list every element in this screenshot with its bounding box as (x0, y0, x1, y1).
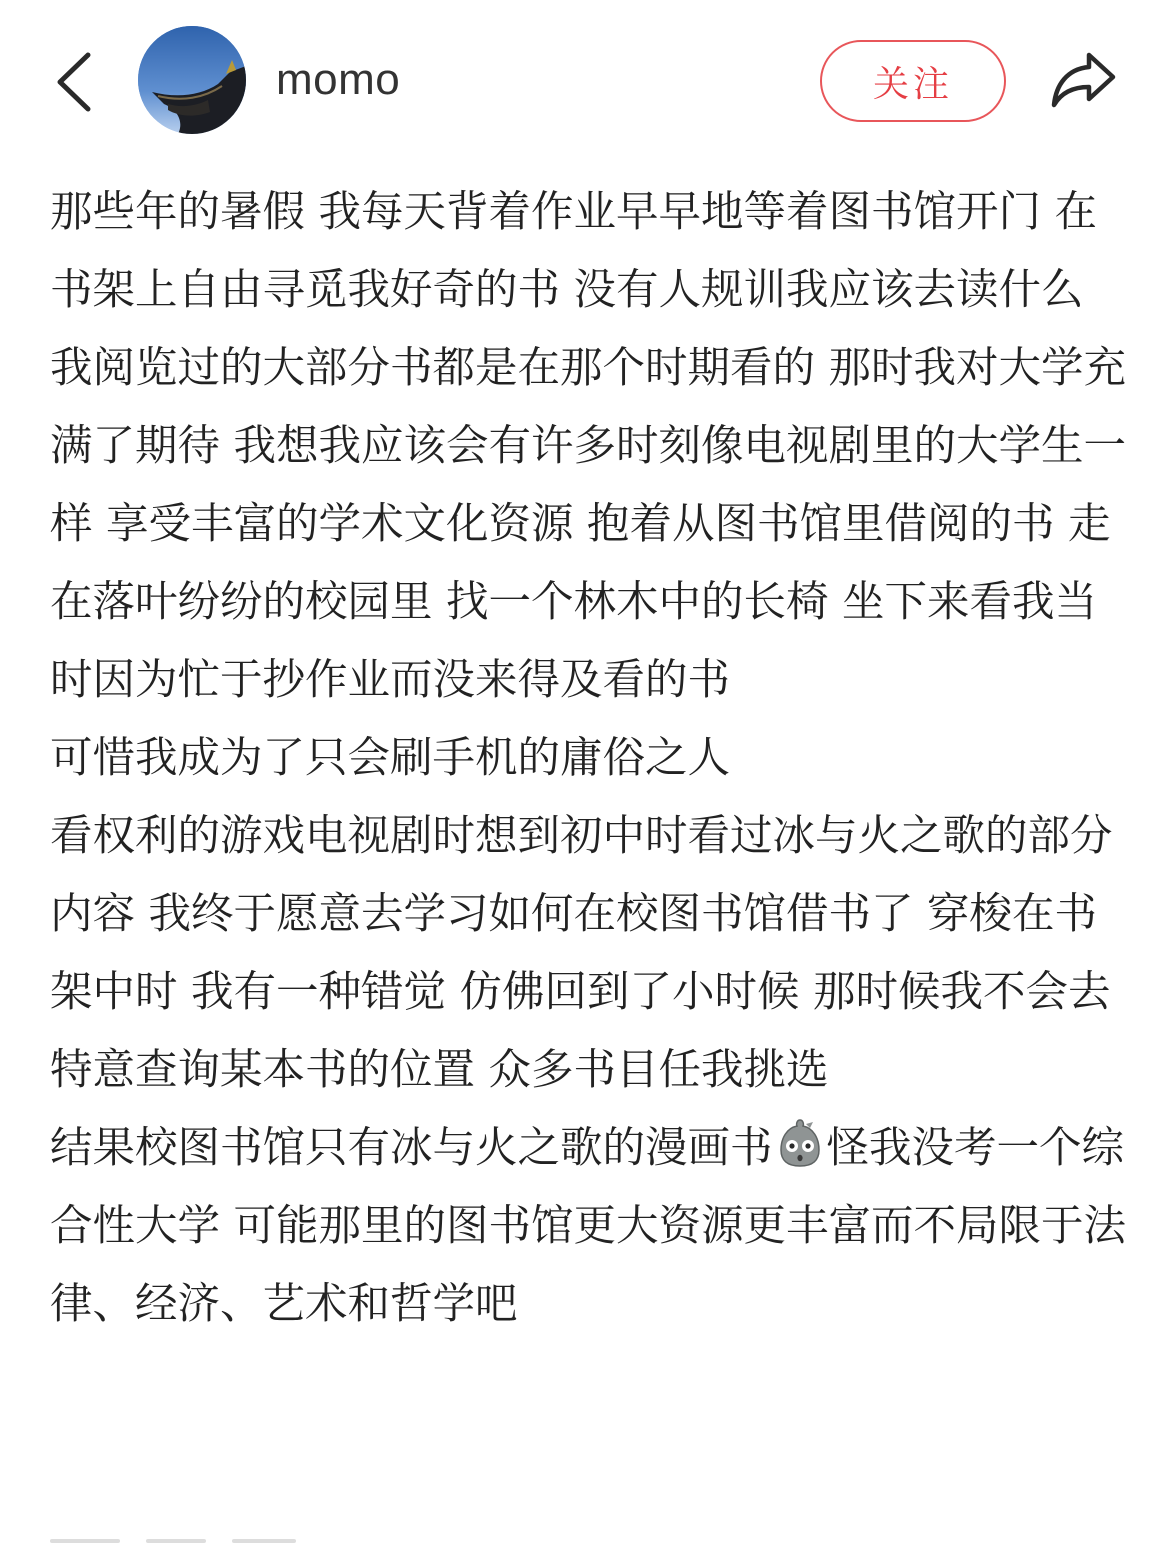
avatar-image (138, 26, 246, 134)
share-button[interactable] (1046, 42, 1122, 118)
chevron-left-icon (54, 51, 94, 113)
post-paragraph-last (50, 1110, 1135, 1344)
post-body (50, 174, 1135, 1344)
back-button[interactable] (44, 42, 104, 122)
post-text-segment: 怪我没考一个综合性大学 可能那里的图书馆更大资源更丰富而不局限于法律、经济、艺术和哲学吧 (50, 1124, 1127, 1329)
post-text-segment: 结果校图书馆只有冰与火之歌的漫画书 (50, 1124, 773, 1173)
follow-button[interactable]: 关注 (820, 40, 1006, 122)
speechless-ghost-emoji-icon (773, 1116, 827, 1170)
share-arrow-icon (1049, 49, 1119, 111)
next-line-cutoff (50, 1528, 370, 1545)
post-paragraph: 那些年的暑假 我每天背着作业早早地等着图书馆开门 在书架上自由寻觅我好奇的书 没有人规训我应该去读什么 我阅览过的大部分书都是在那个时期看的 那时我对大学充满了期待 我想我应该会有许多时刻像电视剧里的大学生一样 享受丰富的学术文化资源 抱着从图书馆里借阅的书 走在落叶纷纷的校园里 找一个林木中的长椅 坐下来看我当时因为忙于抄作业而没来得及看的书 (50, 188, 1127, 705)
post-paragraph: 可惜我成为了只会刷手机的庸俗之人 (50, 734, 731, 783)
post-header (0, 0, 1170, 160)
username[interactable]: momo (276, 55, 401, 104)
post-paragraph: 看权利的游戏电视剧时想到初中时看过冰与火之歌的部分内容 我终于愿意去学习如何在校图书馆借书了 穿梭在书架中时 我有一种错觉 仿佛回到了小时候 那时候我不会去特意查询某本书的位置 众多书目任我挑选 (50, 812, 1113, 1095)
avatar[interactable] (138, 26, 246, 134)
